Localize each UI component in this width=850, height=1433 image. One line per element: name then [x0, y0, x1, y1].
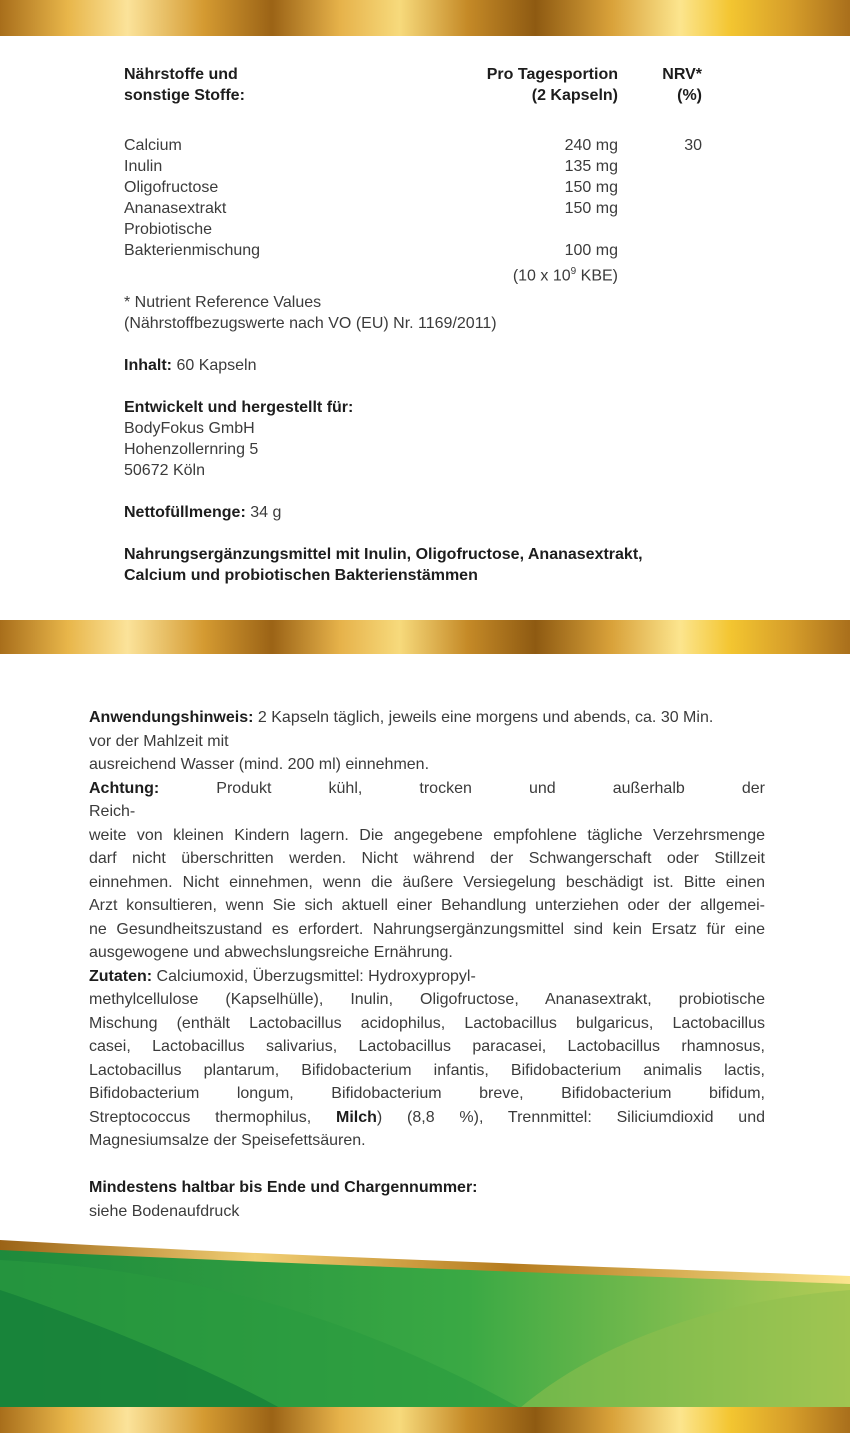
manufacturer-name: BodyFokus GmbH — [124, 420, 255, 437]
nutrient-name: Calcium — [124, 137, 182, 154]
table-row — [124, 177, 704, 198]
manufacturer-label: Entwickelt und hergestellt für: — [124, 399, 354, 416]
header-nrv: NRV* — [662, 66, 702, 83]
warning-label: Achtung: — [89, 779, 160, 797]
nutrient-amount: 150 mg — [564, 179, 618, 196]
usage-line-2: vor der Mahlzeit mit — [89, 732, 229, 750]
header-nrv-2: (%) — [677, 87, 702, 104]
ingredients-line-3: Mischung (enthält Lactobacillus acidophilus, Lactobacillus bulgaricus, Lactobacillus — [89, 1014, 765, 1032]
upper-info — [124, 292, 744, 607]
warning-line-4: einnehmen. Nicht einnehmen, wenn die äußere Versiegelung beschädigt ist. Bitte einen — [89, 873, 765, 891]
table-row — [124, 135, 704, 156]
nutrient-name: Inulin — [124, 158, 163, 175]
header-amount-2: (2 Kapseln) — [531, 87, 618, 104]
manufacturer-block — [124, 397, 744, 481]
header-name: Nährstoffe und — [124, 66, 238, 83]
shelf-life-value: siehe Bodenaufdruck — [89, 1202, 240, 1220]
table-row — [124, 198, 704, 219]
usage-text-1: 2 Kapseln täglich, jeweils eine morgens und abends, ca. 30 Min. — [253, 709, 714, 726]
net-weight-label: Nettofüllmenge: — [124, 504, 246, 521]
kbe-suffix: KBE) — [576, 267, 618, 285]
usage-info — [89, 706, 765, 1223]
ingredients-line-8: Magnesiumsalze der Speisefettsäuren. — [89, 1132, 366, 1149]
nutrient-amount: 135 mg — [564, 158, 618, 175]
ingredients-label: Zutaten: — [89, 967, 153, 985]
warning-line-5: Arzt konsultieren, wenn Sie sich aktuell einer Behandlung unterziehen oder der allgemei- — [89, 897, 765, 914]
table-header-row-2 — [124, 85, 704, 106]
table-row — [124, 219, 704, 240]
nutrient-amount: 240 mg — [564, 137, 618, 154]
kbe-prefix: (10 x 10 — [512, 267, 571, 285]
ingredients-line-4: casei, Lactobacillus salivarius, Lactobacillus paracasei, Lactobacillus rhamnosus, — [89, 1038, 765, 1055]
kbe-count — [513, 261, 618, 286]
net-weight — [124, 502, 744, 523]
nutrition-table — [124, 64, 704, 285]
nutrient-name: Probiotische — [124, 221, 213, 238]
gold-band-top — [0, 0, 850, 36]
ingredients-line-1 — [89, 965, 765, 989]
ingredients-text-7a: Streptococcus thermophilus, — [89, 1108, 337, 1126]
usage-label: Anwendungshinweis: — [89, 709, 254, 726]
gold-band-bottom — [0, 1407, 850, 1433]
nutrient-amount: 100 mg — [564, 242, 618, 259]
ingredients-line-6: Bifidobacterium longum, Bifidobacterium breve, Bifidobacterium bifidum, — [89, 1085, 765, 1102]
shelf-life-label: Mindestens haltbar bis Ende und Chargennummer: — [89, 1179, 478, 1196]
net-weight-value: 34 g — [245, 504, 282, 521]
footnote-line-1: * Nutrient Reference Values — [124, 294, 322, 311]
content-label: Inhalt: — [124, 357, 172, 374]
nutrient-name: Bakterienmischung — [124, 242, 261, 259]
nutrient-amount: 150 mg — [564, 200, 618, 217]
nutrient-name: Ananasextrakt — [124, 200, 227, 217]
usage-line-3: ausreichend Wasser (mind. 200 ml) einnehmen. — [89, 756, 430, 773]
nutrient-name: Oligofructose — [124, 179, 219, 196]
ingredients-text-7b: ) (8,8 %), Trennmittel: Siliciumdioxid und — [376, 1108, 766, 1126]
footnote — [124, 292, 744, 334]
ingredients-line-2: methylcellulose (Kapselhülle), Inulin, Oligofructose, Ananasextrakt, probiotische — [89, 991, 765, 1008]
product-description-line-2: Calcium und probiotischen Bakterienstämmen — [124, 567, 478, 584]
nutrient-nrv: 30 — [684, 137, 702, 154]
table-row — [124, 240, 704, 261]
header-amount: Pro Tagesportion — [486, 66, 618, 83]
usage-line-1 — [89, 706, 765, 730]
table-row — [124, 156, 704, 177]
warning-text-1: Produkt kühl, trocken und außerhalb der Reich- — [89, 779, 765, 820]
ingredients-line-7 — [89, 1106, 765, 1130]
footnote-line-2: (Nährstoffbezugswerte nach VO (EU) Nr. 1169/2011) — [124, 315, 497, 332]
warning-line-6: ne Gesundheitszustand es erfordert. Nahrungsergänzungsmittel sind kein Ersatz für eine — [89, 920, 765, 938]
product-description-line-1: Nahrungsergänzungsmittel mit Inulin, Oligofructose, Ananasextrakt, — [124, 546, 643, 563]
bottom-leaf-decoration — [0, 1230, 850, 1408]
allergen-milk: Milch — [336, 1108, 377, 1126]
gold-band-middle — [0, 620, 850, 654]
manufacturer-street: Hohenzollernring 5 — [124, 441, 259, 458]
table-header-row-1 — [124, 64, 704, 85]
ingredients-line-5: Lactobacillus plantarum, Bifidobacterium infantis, Bifidobacterium animalis lactis, — [89, 1061, 765, 1079]
content-value: 60 Kapseln — [172, 357, 257, 374]
spacer — [89, 1153, 765, 1177]
product-description — [124, 544, 744, 586]
kbe-exponent: 9 — [570, 266, 577, 277]
kbe-row — [124, 261, 704, 285]
content-info — [124, 355, 744, 376]
header-name-2: sonstige Stoffe: — [124, 87, 245, 104]
manufacturer-city: 50672 Köln — [124, 462, 205, 479]
warning-line-7: ausgewogene und abwechslungsreiche Ernährung. — [89, 944, 453, 961]
warning-line-3: darf nicht überschritten werden. Nicht während der Schwangerschaft oder Stillzeit — [89, 850, 765, 867]
warning-line-2: weite von kleinen Kindern lagern. Die angegebene empfohlene tägliche Verzehrsmenge — [89, 826, 765, 844]
ingredients-text-1: Calciumoxid, Überzugsmittel: Hydroxypropyl- — [152, 967, 476, 985]
warning-line-1 — [89, 777, 765, 824]
